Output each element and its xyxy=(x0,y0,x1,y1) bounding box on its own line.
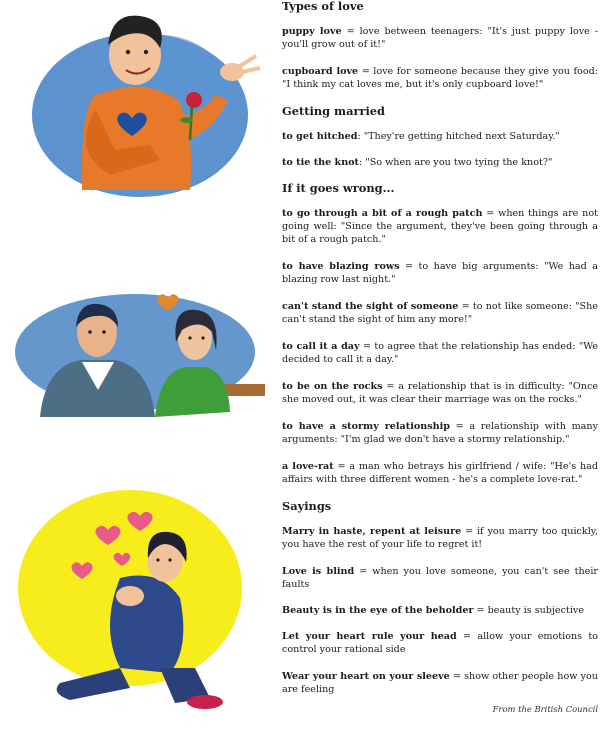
idiom-term: can't stand the sight of someone xyxy=(282,301,459,312)
section-if-it-goes-wrong xyxy=(282,182,598,486)
idiom-definition: = to agree that the relationship has ended: "We decided to call it a day." xyxy=(282,341,598,365)
idiom-term: to be on the rocks xyxy=(282,381,383,392)
idiom-term: Love is blind xyxy=(282,566,355,577)
idiom-entry xyxy=(282,300,598,326)
idiom-entry xyxy=(282,420,598,446)
idiom-term: to have a stormy relationship xyxy=(282,421,450,432)
idiom-term: cupboard love xyxy=(282,66,359,77)
idiom-entry xyxy=(282,604,598,617)
idiom-term: to get hitched xyxy=(282,131,358,142)
idiom-definition: = when things are not going well: "Since the argument, they've been going through a bit of a rough patch." xyxy=(282,208,598,245)
idiom-term: to go through a bit of a rough patch xyxy=(282,208,483,219)
section-heading: If it goes wrong... xyxy=(282,181,395,195)
idiom-entry xyxy=(282,565,598,591)
idiom-entry xyxy=(282,130,598,143)
idiom-entry xyxy=(282,65,598,91)
idiom-definition: = when you love someone, you can't see their faults xyxy=(282,566,598,590)
idiom-definition: = beauty is subjective xyxy=(473,605,584,616)
idiom-entry xyxy=(282,25,598,51)
idiom-term: to call it a day xyxy=(282,341,360,352)
idiom-term: to have blazing rows xyxy=(282,261,400,272)
section-sayings xyxy=(282,500,598,696)
idiom-definition: = a relationship with many arguments: "I'm glad we don't have a stormy relationship." xyxy=(282,421,598,445)
section-heading: Types of love xyxy=(282,0,364,13)
idiom-definition: = allow your emotions to control your rational side xyxy=(282,631,598,655)
idiom-term: Marry in haste, repent at leisure xyxy=(282,526,462,537)
idiom-definition: = love between teenagers: "It's just puppy love - you'll grow out of it!" xyxy=(282,26,598,50)
idiom-definition: = show other people how you are feeling xyxy=(282,671,598,695)
section-types-of-love xyxy=(282,0,598,91)
idioms-text-column xyxy=(282,0,598,710)
idiom-term: puppy love xyxy=(282,26,342,37)
idiom-entry xyxy=(282,260,598,286)
section-heading: Getting married xyxy=(282,104,386,118)
idiom-term: Beauty is in the eye of the beholder xyxy=(282,605,474,616)
idiom-entry xyxy=(282,380,598,406)
couple-illustration xyxy=(0,272,270,422)
idiom-entry xyxy=(282,207,598,246)
idiom-term: a love-rat xyxy=(282,461,334,472)
man-with-rose-illustration xyxy=(0,0,270,210)
idiom-entry xyxy=(282,156,598,169)
idiom-definition: = to have big arguments: "We had a blazing row last night." xyxy=(282,261,598,285)
idiom-definition: : "So when are you two tying the knot?" xyxy=(359,157,553,168)
idiom-entry xyxy=(282,460,598,486)
idiom-definition: = love for someone because they give you food: "I think my cat loves me, but it's only cupboard love!" xyxy=(282,66,598,90)
section-heading: Sayings xyxy=(282,499,332,513)
idiom-entry xyxy=(282,670,598,696)
idiom-definition: = a man who betrays his girlfriend / wife: "He's had affairs with three different women - he's a complete love-rat." xyxy=(282,461,598,485)
section-getting-married xyxy=(282,105,598,169)
idiom-term: Wear your heart on your sleeve xyxy=(282,671,450,682)
idiom-definition: = a relationship that is in difficulty: "Once she moved out, it was clear their marriage was on the rocks." xyxy=(282,381,598,405)
idiom-definition: = to not like someone: "She can't stand the sight of him any more!" xyxy=(282,301,598,325)
idiom-entry xyxy=(282,630,598,656)
idiom-definition: = if you marry too quickly, you have the rest of your life to regret it! xyxy=(282,526,599,550)
source-credit: From the British Council xyxy=(492,704,598,714)
idiom-entry xyxy=(282,525,598,551)
idiom-definition: : "They're getting hitched next Saturday." xyxy=(357,131,560,142)
idiom-entry xyxy=(282,340,598,366)
idiom-term: to tie the knot xyxy=(282,157,359,168)
kneeling-man-illustration xyxy=(0,478,270,718)
idiom-term: Let your heart rule your head xyxy=(282,631,457,642)
